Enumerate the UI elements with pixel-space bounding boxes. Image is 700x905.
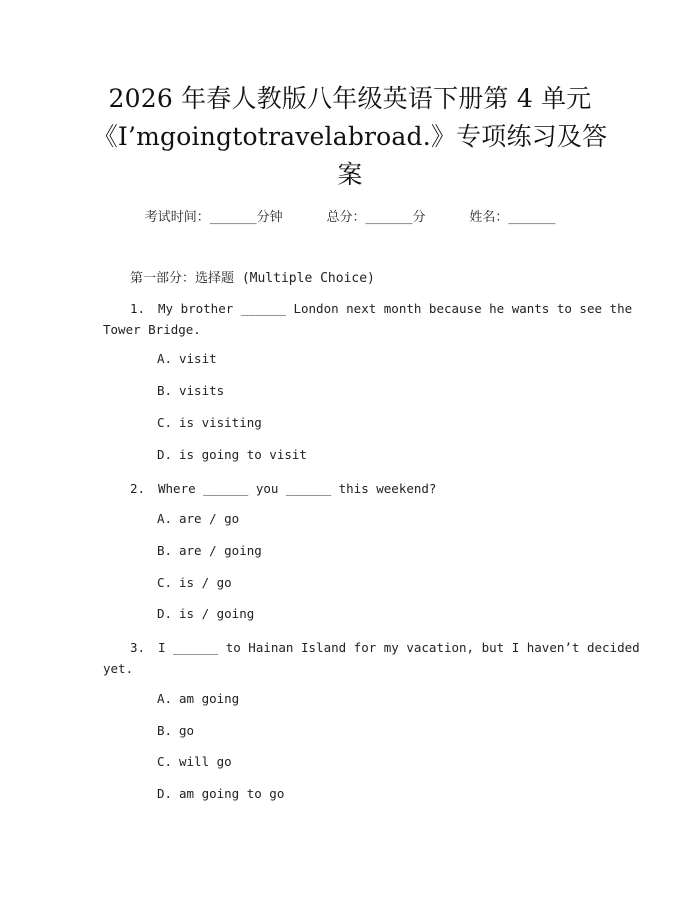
- option-2b[interactable]: [157, 543, 262, 558]
- total-score: 总分：______分: [326, 210, 426, 225]
- question-1: [103, 298, 633, 340]
- title-line-1: 2026 年春人教版八年级英语下册第 4 单元: [108, 84, 592, 113]
- question-text: I ______ to Hainan Island for my vacation, but I haven’t decided: [158, 640, 640, 655]
- option-1d[interactable]: [157, 447, 307, 462]
- option-3c[interactable]: [157, 754, 232, 769]
- option-letter: B.: [157, 723, 173, 738]
- exam-time: 考试时间：______分钟: [144, 210, 283, 225]
- exam-meta: [0, 206, 700, 225]
- option-2d[interactable]: [157, 606, 254, 621]
- option-text: are / going: [179, 543, 262, 558]
- question-number: 2.: [130, 481, 146, 496]
- option-text: is going to visit: [179, 447, 307, 462]
- option-2c[interactable]: [157, 575, 232, 590]
- option-letter: A.: [157, 691, 173, 706]
- option-text: is / going: [179, 606, 255, 621]
- question-text: My brother ______ London next month because he wants to see the: [158, 301, 633, 316]
- option-2a[interactable]: [157, 511, 239, 526]
- section-title: 第一部分：选择题 (Multiple Choice): [130, 271, 375, 286]
- student-name: 姓名：______: [469, 210, 556, 225]
- option-3b[interactable]: [157, 723, 194, 738]
- option-3d[interactable]: [157, 786, 284, 801]
- option-letter: B.: [157, 543, 173, 558]
- question-number: 1.: [130, 301, 146, 316]
- option-text: am going to go: [179, 786, 285, 801]
- option-text: are / go: [179, 511, 240, 526]
- question-2: [103, 478, 603, 499]
- page-title: [60, 80, 640, 194]
- option-letter: A.: [157, 351, 173, 366]
- option-text: is visiting: [179, 415, 262, 430]
- option-text: visits: [179, 383, 225, 398]
- option-3a[interactable]: [157, 691, 239, 706]
- title-line-3: 案: [337, 160, 363, 189]
- question-number: 3.: [130, 640, 146, 655]
- option-letter: D.: [157, 786, 173, 801]
- option-text: visit: [179, 351, 217, 366]
- option-text: go: [179, 723, 195, 738]
- option-letter: D.: [157, 606, 173, 621]
- option-1b[interactable]: [157, 383, 224, 398]
- option-text: will go: [179, 754, 232, 769]
- option-letter: B.: [157, 383, 173, 398]
- question-3: [103, 637, 640, 679]
- option-text: is / go: [179, 575, 232, 590]
- option-letter: D.: [157, 447, 173, 462]
- option-letter: C.: [157, 415, 173, 430]
- question-text-continued: Tower Bridge.: [103, 322, 201, 337]
- option-letter: A.: [157, 511, 173, 526]
- option-1c[interactable]: [157, 415, 262, 430]
- option-letter: C.: [157, 575, 173, 590]
- question-text: Where ______ you ______ this weekend?: [158, 481, 437, 496]
- option-1a[interactable]: [157, 351, 217, 366]
- option-text: am going: [179, 691, 240, 706]
- option-letter: C.: [157, 754, 173, 769]
- title-line-2: 《I’mgoingtotravelabroad.》专项练习及答: [92, 122, 608, 151]
- question-text-continued: yet.: [103, 661, 134, 676]
